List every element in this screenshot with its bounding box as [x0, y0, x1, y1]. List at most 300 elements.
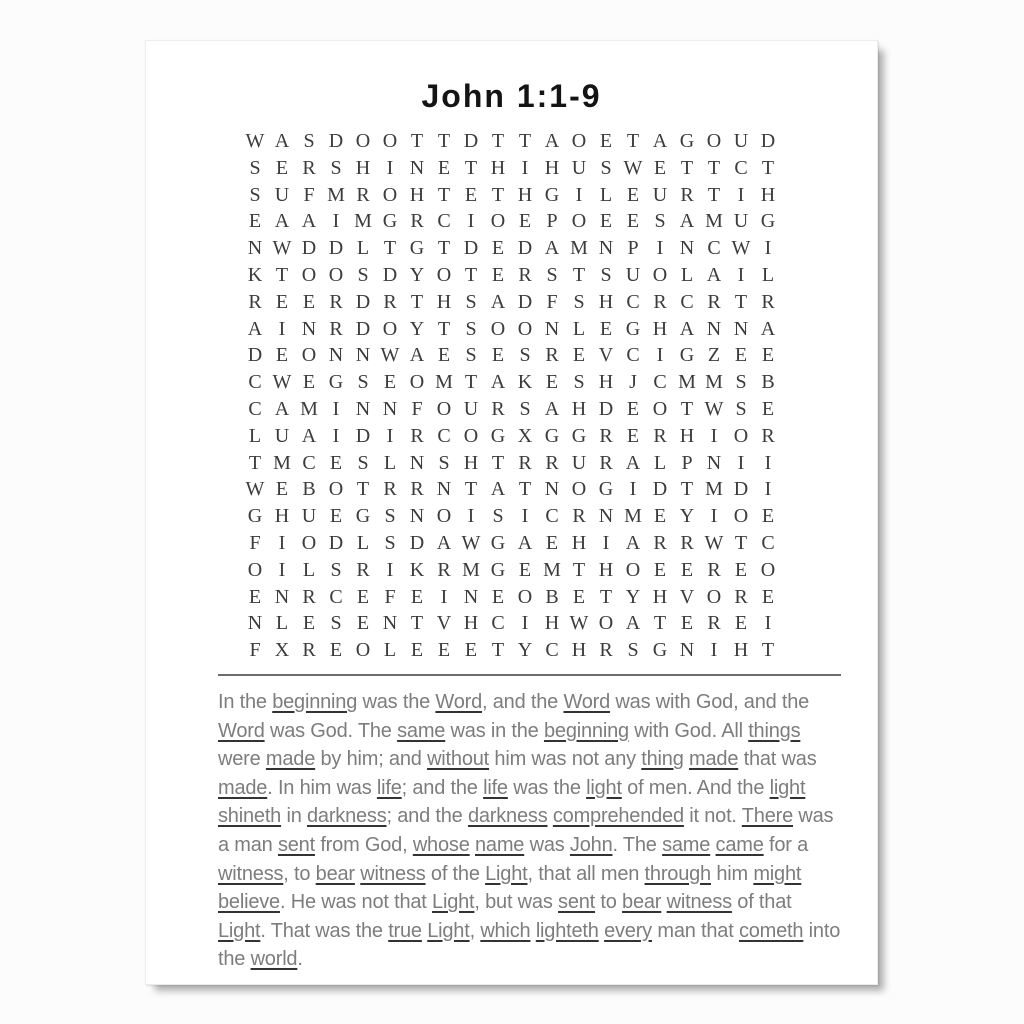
target-word: darkness — [467, 805, 548, 828]
grid-cell: R — [599, 639, 613, 662]
grid-cell: K — [247, 263, 263, 286]
grid-cell: O — [328, 263, 344, 286]
grid-cell: A — [544, 237, 560, 260]
passage-segment: , and the — [482, 690, 564, 713]
grid-cell: E — [734, 344, 748, 367]
grid-cell: W — [623, 156, 643, 179]
target-word: every — [604, 919, 652, 942]
passage-segment: . — [297, 948, 303, 971]
grid-cell: N — [355, 344, 371, 367]
grid-cell: O — [571, 210, 587, 233]
grid-cell: M — [678, 371, 696, 394]
grid-cell: E — [518, 558, 532, 581]
grid-cell: H — [544, 156, 560, 179]
grid-cell: L — [356, 531, 370, 554]
grid-cell: M — [624, 505, 642, 528]
grid-cell: A — [409, 344, 425, 367]
grid-cell: N — [247, 612, 263, 635]
grid-cell: O — [328, 478, 344, 501]
grid-cell: E — [437, 639, 451, 662]
grid-cell: S — [600, 263, 612, 286]
grid-cell: N — [706, 317, 722, 340]
grid-cell: R — [707, 612, 721, 635]
grid-cell: U — [274, 183, 290, 206]
grid-cell: R — [329, 317, 343, 340]
grid-cell: E — [383, 371, 397, 394]
grid-cell: Y — [625, 585, 641, 608]
grid-cell: O — [382, 183, 398, 206]
grid-cell: E — [248, 585, 262, 608]
grid-cell: R — [653, 424, 667, 447]
grid-cell: D — [652, 478, 668, 501]
grid-cell: E — [761, 397, 775, 420]
target-word: thing — [641, 748, 684, 771]
grid-cell: T — [518, 130, 532, 152]
grid-cell: U — [733, 210, 749, 233]
grid-cell: L — [248, 424, 262, 447]
grid-cell: R — [653, 531, 667, 554]
grid-cell: N — [247, 237, 263, 260]
grid-cell: S — [357, 371, 369, 394]
grid-cell: G — [355, 505, 371, 528]
grid-cell: R — [599, 451, 613, 474]
target-word: came — [715, 833, 764, 856]
grid-cell: T — [491, 183, 505, 206]
grid-cell: T — [653, 612, 667, 635]
grid-cell: V — [598, 344, 614, 367]
passage-segment: In the — [218, 690, 273, 713]
target-word: John — [569, 833, 613, 856]
grid-cell: T — [626, 130, 640, 152]
grid-cell: T — [437, 183, 451, 206]
grid-cell: W — [272, 371, 292, 394]
grid-cell: E — [734, 558, 748, 581]
passage-segment: ; and the — [401, 776, 484, 799]
grid-cell: N — [733, 317, 749, 340]
target-word: world — [250, 948, 298, 971]
target-word: beginning — [543, 719, 629, 742]
grid-cell: E — [302, 290, 316, 313]
grid-cell: E — [599, 317, 613, 340]
grid-cell: S — [303, 130, 315, 152]
grid-cell: R — [302, 585, 316, 608]
grid-cell: E — [329, 505, 343, 528]
grid-cell: X — [274, 639, 290, 662]
grid-cell: E — [599, 210, 613, 233]
passage-segment: in — [281, 805, 307, 828]
target-word: whose — [412, 833, 470, 856]
grid-cell: G — [490, 424, 506, 447]
grid-cell: O — [490, 317, 506, 340]
grid-cell: S — [519, 344, 531, 367]
grid-cell: R — [545, 451, 559, 474]
grid-cell: E — [302, 612, 316, 635]
grid-cell: P — [681, 451, 693, 474]
grid-cell: T — [410, 290, 424, 313]
grid-cell: T — [275, 263, 289, 286]
grid-cell: A — [760, 317, 776, 340]
grid-cell: R — [518, 451, 532, 474]
grid-cell: K — [409, 558, 425, 581]
grid-cell: H — [274, 505, 290, 528]
passage-segment: it not. — [683, 805, 742, 828]
grid-cell: S — [573, 290, 585, 313]
grid-cell: C — [248, 397, 262, 420]
grid-cell: I — [278, 317, 286, 340]
grid-cell: D — [517, 290, 533, 313]
grid-cell: I — [656, 344, 664, 367]
grid-cell: S — [519, 397, 531, 420]
passage-segment: man that — [652, 919, 739, 942]
grid-cell: E — [437, 156, 451, 179]
grid-cell: L — [653, 451, 667, 474]
target-word: things — [748, 719, 801, 742]
grid-cell: R — [599, 424, 613, 447]
grid-cell: S — [384, 531, 396, 554]
grid-cell: C — [545, 639, 559, 662]
target-word: Word — [435, 690, 483, 713]
grid-cell: S — [357, 451, 369, 474]
grid-cell: E — [626, 424, 640, 447]
grid-cell: G — [409, 237, 425, 260]
grid-cell: L — [761, 263, 775, 286]
grid-cell: T — [761, 156, 775, 179]
grid-cell: X — [517, 424, 533, 447]
grid-cell: O — [517, 317, 533, 340]
grid-cell: E — [653, 558, 667, 581]
grid-cell: H — [598, 371, 614, 394]
grid-cell: S — [627, 639, 639, 662]
grid-cell: U — [733, 130, 749, 152]
grid-cell: I — [629, 478, 637, 501]
grid-cell: S — [654, 210, 666, 233]
grid-cell: T — [572, 263, 586, 286]
grid-cell: U — [463, 397, 479, 420]
grid-cell: J — [629, 371, 637, 394]
target-word: shineth — [218, 805, 282, 828]
grid-cell: I — [656, 237, 664, 260]
grid-cell: E — [626, 210, 640, 233]
passage-segment: that was — [738, 748, 817, 771]
grid-cell: O — [733, 505, 749, 528]
grid-cell: O — [652, 397, 668, 420]
grid-cell: E — [653, 505, 667, 528]
grid-cell: S — [492, 505, 504, 528]
grid-cell: N — [679, 639, 695, 662]
grid-cell: I — [332, 397, 340, 420]
grid-cell: W — [704, 397, 724, 420]
grid-cell: A — [544, 397, 560, 420]
grid-cell: T — [680, 397, 694, 420]
target-word: same — [662, 833, 711, 856]
grid-cell: G — [652, 639, 668, 662]
grid-cell: E — [680, 612, 694, 635]
grid-cell: K — [517, 371, 533, 394]
grid-cell: G — [328, 371, 344, 394]
grid-cell: A — [625, 612, 641, 635]
grid-cell: I — [710, 424, 718, 447]
grid-cell: H — [571, 531, 587, 554]
grid-cell: I — [764, 612, 772, 635]
grid-cell: T — [599, 585, 613, 608]
grid-cell: N — [544, 317, 560, 340]
passage-text — [218, 688, 841, 974]
grid-cell: D — [328, 531, 344, 554]
grid-cell: T — [491, 130, 505, 152]
grid-cell: C — [248, 371, 262, 394]
target-word: life — [376, 776, 402, 799]
grid-cell: E — [572, 344, 586, 367]
grid-cell: F — [249, 531, 261, 554]
grid-cell: U — [571, 156, 587, 179]
grid-cell: L — [356, 237, 370, 260]
grid-cell: M — [273, 451, 291, 474]
grid-cell: T — [437, 130, 451, 152]
grid-cell: E — [437, 344, 451, 367]
grid-cell: C — [653, 371, 667, 394]
grid-cell: N — [409, 156, 425, 179]
passage-segment: ; and the — [386, 805, 468, 828]
grid-cell: O — [706, 585, 722, 608]
grid-cell: E — [761, 344, 775, 367]
grid-cell: H — [733, 639, 749, 662]
grid-cell: I — [764, 451, 772, 474]
grid-cell: M — [327, 183, 345, 206]
grid-cell: M — [705, 478, 723, 501]
passage-segment: by him; and — [315, 748, 428, 771]
grid-cell: T — [464, 478, 478, 501]
grid-cell: I — [602, 531, 610, 554]
divider — [218, 674, 841, 676]
grid-cell: G — [490, 531, 506, 554]
grid-cell: R — [356, 558, 370, 581]
grid-cell: H — [571, 639, 587, 662]
grid-cell: R — [302, 156, 316, 179]
grid-cell: H — [760, 183, 776, 206]
passage-segment: into the — [218, 919, 841, 971]
grid-cell: E — [761, 505, 775, 528]
grid-cell: I — [332, 210, 340, 233]
passage-segment: for a — [763, 833, 809, 856]
grid-cell: N — [436, 478, 452, 501]
grid-cell: N — [544, 478, 560, 501]
target-word: might — [753, 862, 802, 885]
grid-cell: R — [545, 344, 559, 367]
grid-cell: R — [761, 424, 775, 447]
grid-cell: M — [570, 237, 588, 260]
grid-cell: E — [680, 558, 694, 581]
grid-cell: T — [383, 237, 397, 260]
passage-segment: him — [710, 862, 754, 885]
grid-cell: A — [625, 451, 641, 474]
grid-cell: L — [302, 558, 316, 581]
grid-cell: R — [707, 290, 721, 313]
grid-cell: M — [543, 558, 561, 581]
grid-cell: I — [737, 263, 745, 286]
grid-cell: C — [626, 344, 640, 367]
grid-cell: S — [330, 558, 342, 581]
grid-cell: E — [275, 344, 289, 367]
grid-cell: H — [598, 290, 614, 313]
target-word: same — [397, 719, 446, 742]
grid-cell: L — [572, 317, 586, 340]
grid-cell: C — [626, 290, 640, 313]
grid-cell: M — [435, 371, 453, 394]
grid-cell: I — [764, 478, 772, 501]
grid-cell: S — [330, 612, 342, 635]
grid-cell: M — [705, 371, 723, 394]
grid-cell: I — [521, 505, 529, 528]
grid-cell: N — [409, 505, 425, 528]
grid-cell: E — [491, 344, 505, 367]
grid-cell: A — [679, 317, 695, 340]
grid-cell: T — [464, 156, 478, 179]
grid-cell: I — [710, 505, 718, 528]
grid-cell: O — [355, 639, 371, 662]
grid-cell: L — [383, 639, 397, 662]
grid-cell: D — [328, 237, 344, 260]
passage-segment: to — [595, 891, 623, 914]
grid-cell: T — [734, 290, 748, 313]
target-word: made — [265, 748, 316, 771]
grid-cell: N — [382, 397, 398, 420]
grid-cell: E — [356, 585, 370, 608]
grid-cell: R — [356, 183, 370, 206]
grid-cell: T — [464, 371, 478, 394]
grid-cell: S — [735, 397, 747, 420]
grid-cell: I — [467, 505, 475, 528]
grid-cell: E — [491, 585, 505, 608]
grid-cell: F — [411, 397, 423, 420]
grid-cell: G — [490, 558, 506, 581]
target-word: cometh — [738, 919, 804, 942]
grid-cell: N — [706, 451, 722, 474]
grid-cell: R — [410, 478, 424, 501]
grid-cell: P — [546, 210, 558, 233]
grid-cell: E — [626, 183, 640, 206]
grid-cell: A — [301, 210, 317, 233]
grid-cell: W — [731, 237, 751, 260]
target-word: light — [586, 776, 622, 799]
grid-cell: I — [764, 237, 772, 260]
grid-cell: M — [462, 558, 480, 581]
grid-cell: E — [275, 478, 289, 501]
grid-cell: C — [437, 210, 451, 233]
passage-segment: him was not any — [489, 748, 642, 771]
grid-cell: T — [437, 237, 451, 260]
grid-cell: O — [436, 263, 452, 286]
grid-cell: H — [463, 612, 479, 635]
grid-cell: H — [598, 558, 614, 581]
passage-segment: from God, — [314, 833, 413, 856]
grid-cell: E — [491, 237, 505, 260]
target-word: name — [475, 833, 525, 856]
grid-cell: A — [301, 424, 317, 447]
grid-cell: E — [248, 210, 262, 233]
target-word: light — [769, 776, 806, 799]
grid-cell: E — [599, 130, 613, 152]
grid-cell: U — [652, 183, 668, 206]
grid-cell: R — [410, 424, 424, 447]
grid-cell: D — [733, 478, 749, 501]
grid-cell: O — [598, 612, 614, 635]
passage-segment: was God. The — [264, 719, 398, 742]
grid-cell: E — [329, 639, 343, 662]
grid-cell: O — [760, 558, 776, 581]
grid-cell: W — [245, 130, 265, 152]
grid-cell: O — [436, 505, 452, 528]
grid-cell: O — [571, 478, 587, 501]
grid-cell: N — [382, 612, 398, 635]
grid-cell: E — [518, 210, 532, 233]
grid-cell: T — [491, 639, 505, 662]
grid-cell: D — [355, 290, 371, 313]
grid-cell: L — [599, 183, 613, 206]
grid-cell: E — [356, 612, 370, 635]
grid-cell: N — [355, 397, 371, 420]
grid-cell: A — [490, 290, 506, 313]
grid-cell: I — [737, 183, 745, 206]
passage-segment: . The — [612, 833, 663, 856]
grid-cell: C — [680, 290, 694, 313]
grid-cell: E — [275, 290, 289, 313]
target-word: Light — [485, 862, 528, 885]
grid-cell: C — [761, 531, 775, 554]
grid-cell: W — [245, 478, 265, 501]
grid-cell: V — [679, 585, 695, 608]
grid-cell: I — [386, 558, 394, 581]
grid-cell: H — [652, 317, 668, 340]
grid-cell: T — [464, 263, 478, 286]
grid-cell: E — [302, 371, 316, 394]
target-word: There — [741, 805, 794, 828]
target-word: Word — [218, 719, 265, 742]
grid-cell: R — [437, 558, 451, 581]
passage-segment: was a man — [218, 805, 834, 856]
grid-cell: A — [706, 263, 722, 286]
grid-cell: T — [761, 639, 775, 662]
grid-cell: S — [357, 263, 369, 286]
grid-cell: O — [517, 585, 533, 608]
grid-cell: O — [490, 210, 506, 233]
grid-cell: R — [491, 397, 505, 420]
target-word: Light — [427, 919, 470, 942]
grid-cell: U — [571, 451, 587, 474]
grid-cell: D — [355, 424, 371, 447]
grid-cell: E — [734, 612, 748, 635]
grid-cell: A — [490, 371, 506, 394]
grid-cell: H — [517, 183, 533, 206]
grid-cell: W — [272, 237, 292, 260]
grid-cell: O — [301, 344, 317, 367]
passage-segment: with God. All — [628, 719, 749, 742]
grid-cell: E — [464, 639, 478, 662]
grid-cell: I — [467, 210, 475, 233]
grid-cell: Z — [707, 344, 721, 367]
page-title: John 1:1-9 — [421, 78, 602, 114]
grid-cell: G — [544, 183, 560, 206]
grid-cell: L — [275, 612, 289, 635]
grid-cell: S — [384, 505, 396, 528]
grid-cell: E — [464, 183, 478, 206]
target-word: bear — [622, 891, 662, 914]
grid-cell: N — [598, 237, 614, 260]
target-word: sent — [558, 891, 596, 914]
grid-cell: I — [386, 156, 394, 179]
target-word: believe — [218, 891, 280, 914]
grid-cell: T — [734, 531, 748, 554]
grid-cell: A — [679, 210, 695, 233]
